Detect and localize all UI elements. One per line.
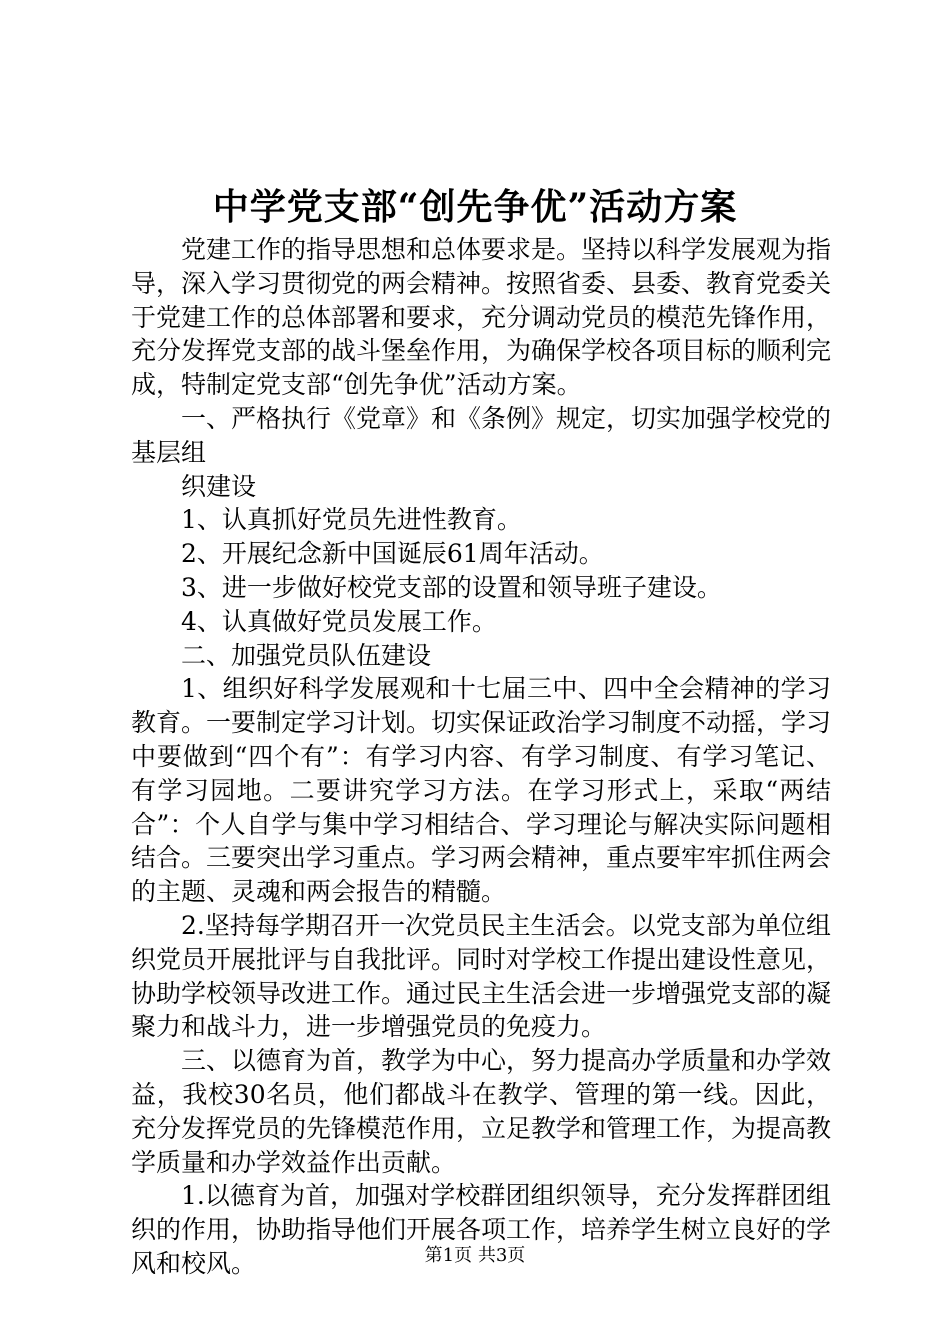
page-number: 第1页 共3页 [424,1245,526,1266]
paragraph-item-1-3: 3、进一步做好校党支部的设置和领导班子建设。 [181,572,722,602]
paragraph-section-1-heading: 一、严格执行《党章》和《条例》规定，切实加强学校党的基层组 [131,403,832,467]
paragraph-item-2-1: 1、组织好科学发展观和十七届三中、四中全会精神的学习教育。一要制定学习计划。切实保证政治学习制度不动摇，学习中要做到“四个有”：有学习内容、有学习制度、有学习笔记、有学习园地。二要讲究学习方法。在学习形式上，采取“两结合”：个人自学与集中学习相结合、学习理论与解决实际问题相结合。三要突出学习重点。学习两会精神，重点要牢牢抓住两会的主题、灵魂和两会报告的精髓。 [131,674,832,907]
paragraph-section-2-heading: 二、加强党员队伍建设 [181,640,432,670]
paragraph-item-2-2: 2.坚持每学期召开一次党员民主生活会。以党支部为单位组织党员开展批评与自我批评。同时对学校工作提出建设性意见，协助学校领导改进工作。通过民主生活会进一步增强党支部的凝聚力和战斗力，进一步增强党员的免疫力。 [131,910,832,1042]
paragraph-section-3: 三、以德育为首，教学为中心，努力提高办学质量和办学效益，我校30名员，他们都战斗在教学、管理的第一线。因此，充分发挥党员的先锋模范作用，立足教学和管理工作，为提高教学质量和办学效益作出贡献。 [131,1046,832,1177]
paragraph-section-1-heading-cont: 织建设 [181,471,257,501]
paragraph-item-3-1: 1.以德育为首，加强对学校群团组织领导，充分发挥群团组织的作用，协助指导他们开展各项工作，培养学生树立良好的学风和校风。 [131,1181,832,1278]
document-title: 中学党支部“创先争优”活动方案 [212,186,738,228]
paragraph-item-1-4: 4、认真做好党员发展工作。 [181,606,497,636]
paragraph-item-1-2: 2、开展纪念新中国诞辰61周年活动。 [181,539,604,569]
paragraph-item-1-1: 1、认真抓好党员先进性教育。 [181,505,522,535]
paragraph-intro: 党建工作的指导思想和总体要求是。坚持以科学发展观为指导，深入学习贯彻党的两会精神。按照省委、县委、教育党委关于党建工作的总体部署和要求，充分调动党员的模范先锋作用，充分发挥党支部的战斗堡垒作用，为确保学校各项目标的顺利完成，特制定党支部“创先争优”活动方案。 [131,235,832,400]
document-body [131,233,831,1281]
